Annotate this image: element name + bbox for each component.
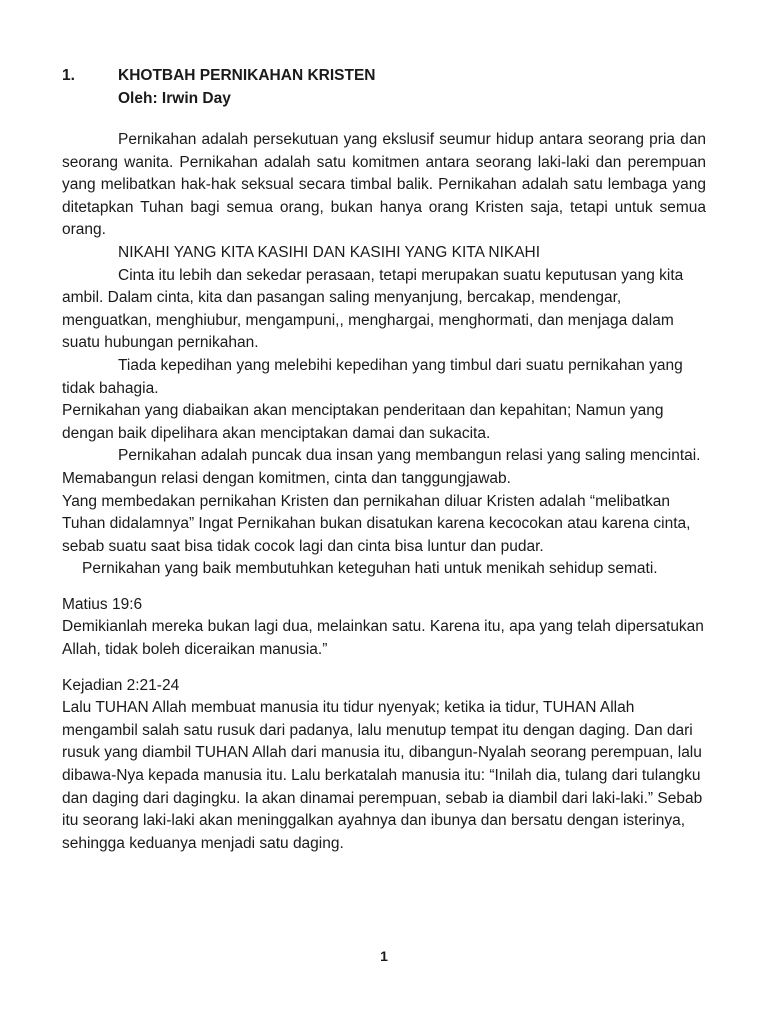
verse-text: Lalu TUHAN Allah membuat manusia itu tidur nyenyak; ketika ia tidur, TUHAN Allah mengambil salah satu rusuk dari padanya, lalu menutup tempat itu dengan daging. Dan dari rusuk yang diambil TUHAN Allah dari manusia itu, dibangun-Nyalah seorang perempuan, lalu dibawa-Nya kepada manusia itu. Lalu berkatalah manusia itu: “Inilah dia, tulang dari tulangku dan daging dari dagingku. Ia akan dinamai perempuan, sebab ia diambil dari laki-laki.” Sebab itu seorang laki-laki akan meninggalkan ayahnya dan ibunya dan bersatu dengan isterinya, sehingga keduanya menjadi satu daging. — [62, 699, 703, 852]
paragraph-intro: Pernikahan adalah persekutuan yang ekslusif seumur hidup antara seorang pria dan seorang wanita. Pernikahan adalah satu komitmen antara seorang laki-laki dan perempuan yang melibatkan hak-hak seksual secara timbal balik. Pernikahan adalah satu lembaga yang ditetapkan Tuhan bagi semua orang, bukan hanya orang Kristen saja, tetapi untuk semua orang. — [62, 131, 706, 239]
paragraph-keteguhan: Pernikahan yang baik membutuhkan keteguhan hati untuk menikah sehidup semati. — [82, 560, 658, 578]
section-number: 1. — [62, 67, 75, 84]
subheading: NIKAHI YANG KITA KASIHI DAN KASIHI YANG KITA NIKAHI — [118, 243, 541, 261]
verse-reference: Matius 19:6 — [62, 595, 143, 613]
document-body — [62, 129, 706, 855]
verse-reference: Kejadian 2:21-24 — [62, 676, 180, 694]
paragraph-diabaikan: Pernikahan yang diabaikan akan menciptakan penderitaan dan kepahitan; Namun yang dengan baik dipelihara akan menciptakan damai dan sukacita. — [62, 402, 664, 442]
document-header — [62, 64, 375, 110]
paragraph-kepedihan: Tiada kepedihan yang melebihi kepedihan yang timbul dari suatu pernikahan yang tidak bahagia. — [62, 356, 683, 397]
paragraph-membedakan: Yang membedakan pernikahan Kristen dan pernikahan diluar Kristen adalah “melibatkan Tuhan didalamnya” Ingat Pernikahan bukan disatukan karena kecocokan atau karena cinta, sebab suatu saat bisa tidak cocok lagi dan cinta bisa luntur dan pudar. — [62, 492, 691, 555]
section-title: KHOTBAH PERNIKAHAN KRISTEN — [118, 67, 376, 84]
author-line: Oleh: Irwin Day — [118, 90, 231, 107]
paragraph-cinta: Cinta itu lebih dan sekedar perasaan, tetapi merupakan suatu keputusan yang kita ambil. Dalam cinta, kita dan pasangan saling menyanjung, bercakap, mendengar, menguatkan, menghiubur, mengampuni,, menghargai, menghormati, dan menjaga dalam suatu hubungan pernikahan. — [62, 266, 684, 352]
verse-text: Demikianlah mereka bukan lagi dua, melainkan satu. Karena itu, apa yang telah dipersatukan Allah, tidak boleh diceraikan manusia.” — [62, 618, 704, 659]
paragraph-puncak: Pernikahan adalah puncak dua insan yang membangun relasi yang saling mencintai. Memabangun relasi dengan komitmen, cinta dan tanggungjawab. — [62, 447, 701, 487]
page-number: 1 — [380, 948, 388, 964]
